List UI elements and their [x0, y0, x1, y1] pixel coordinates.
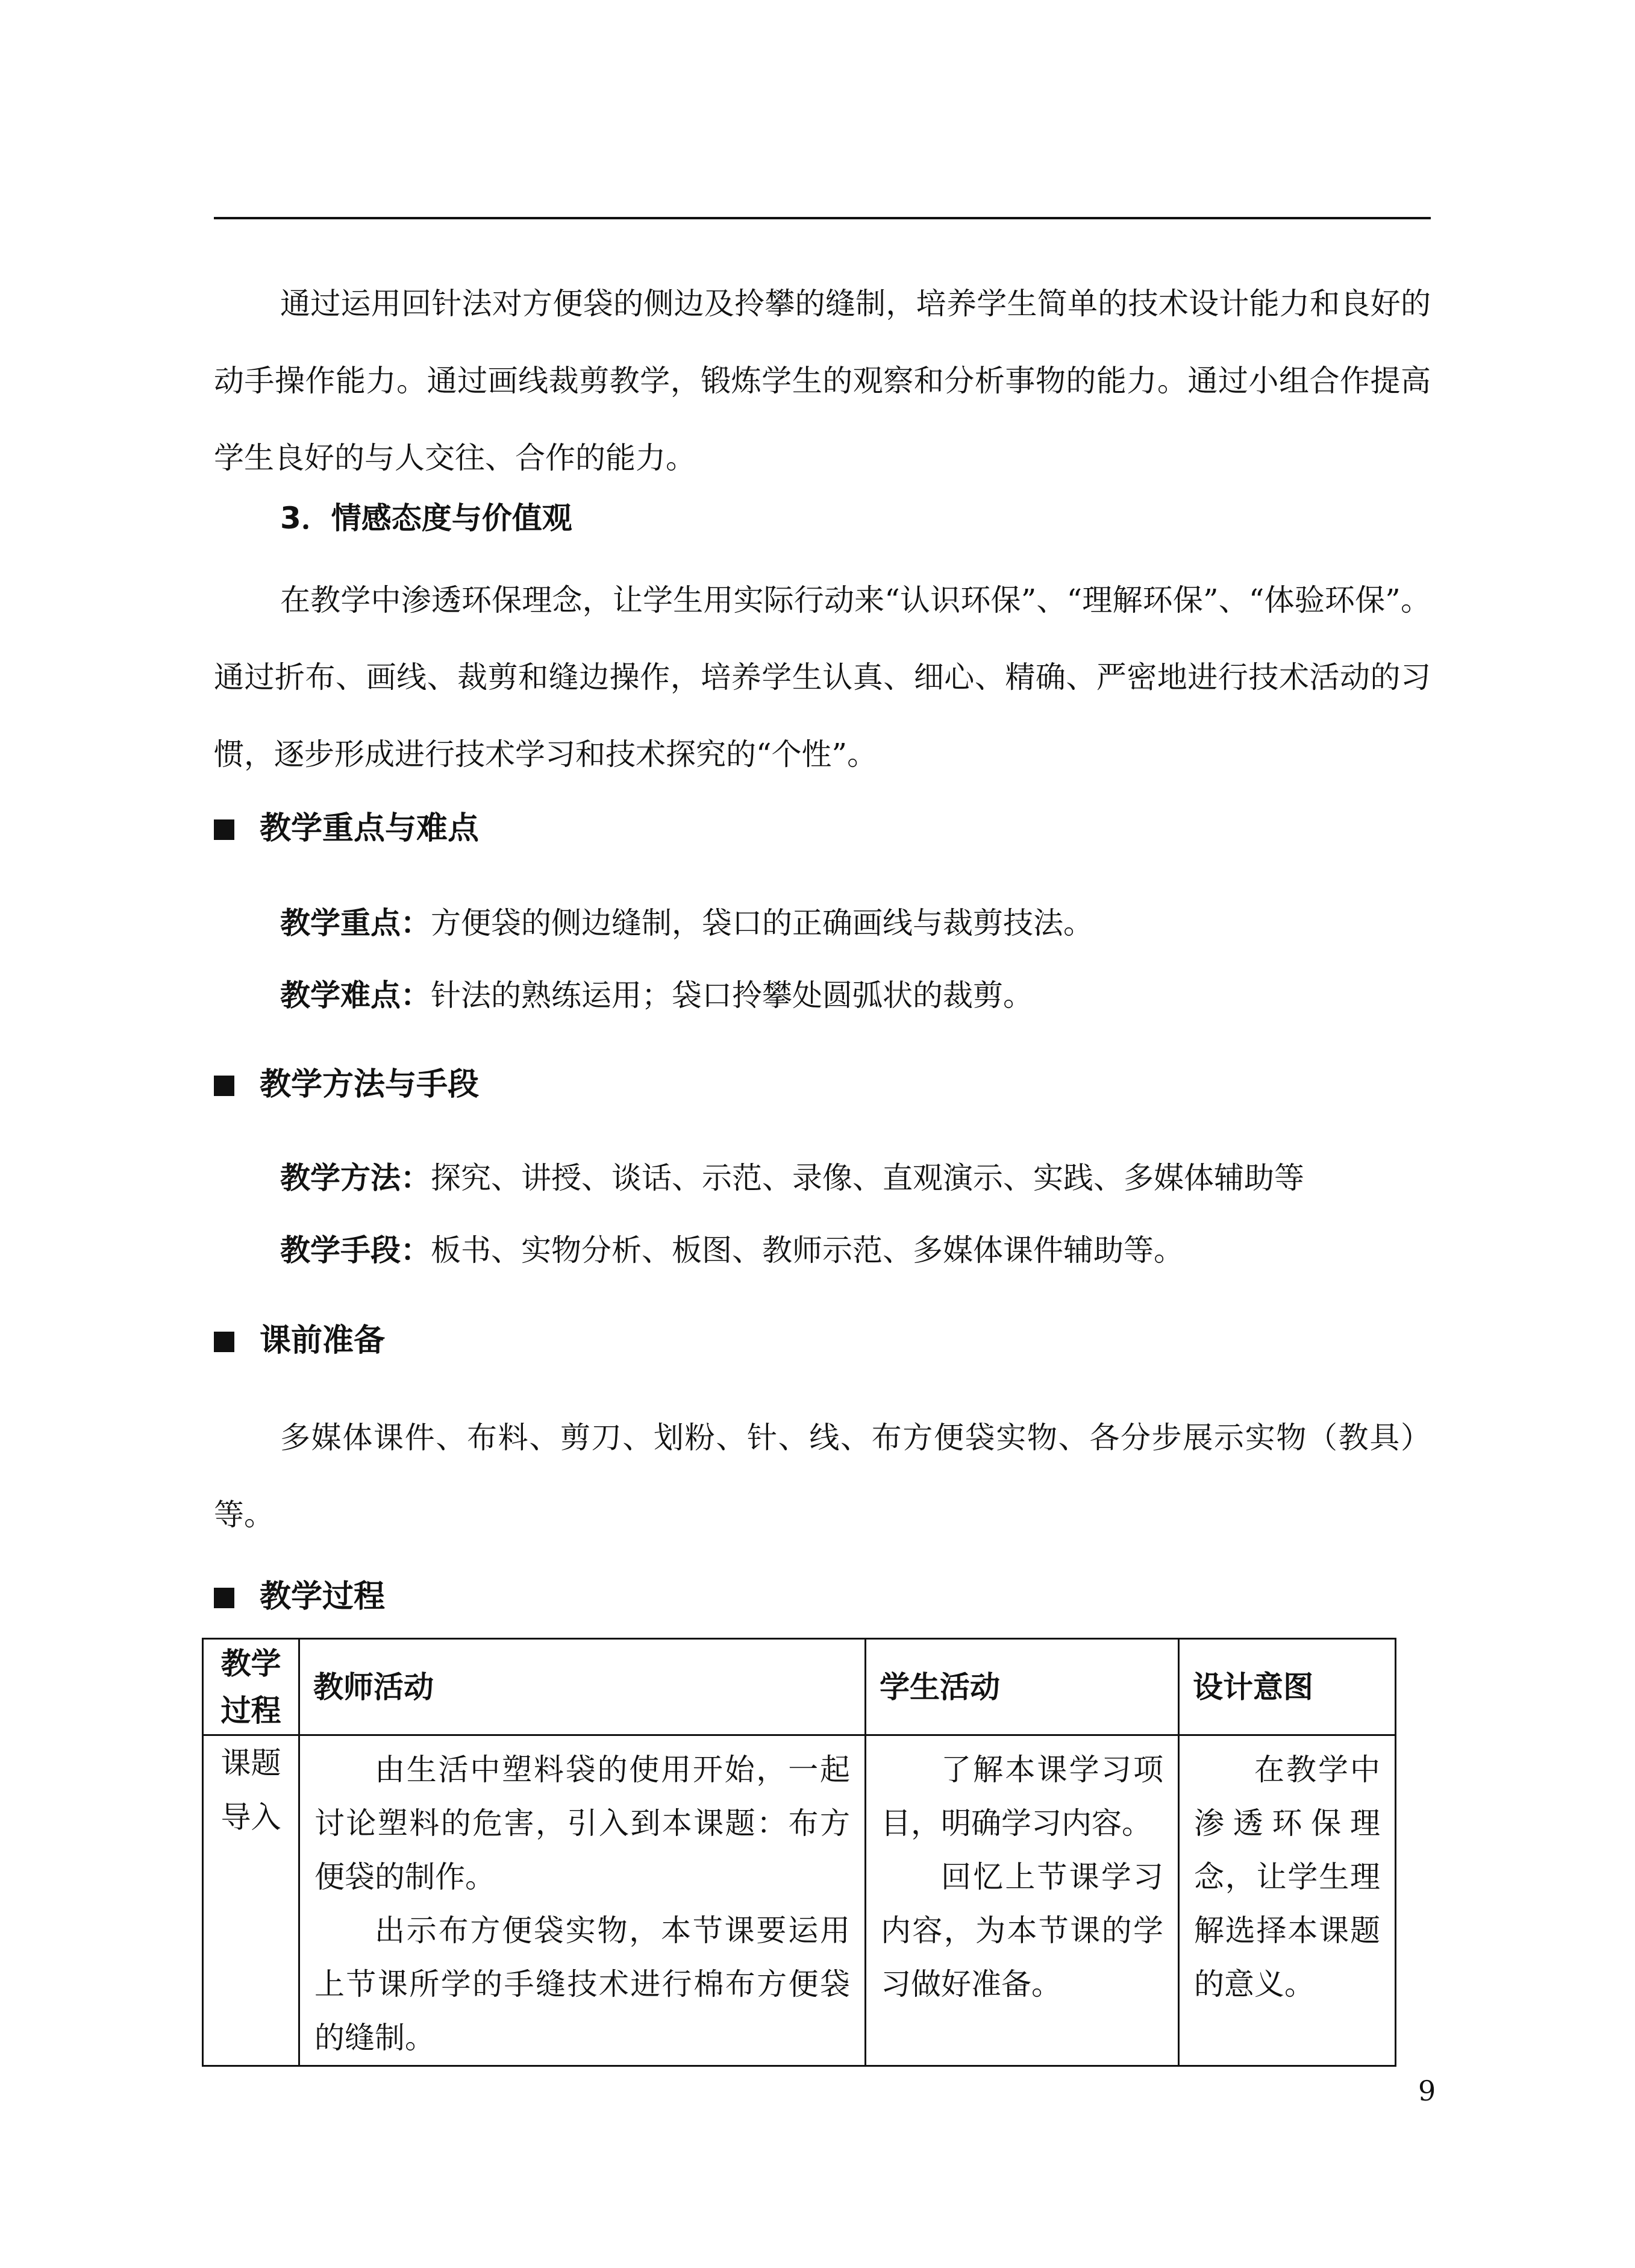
header-student-activity: 学生活动 [866, 1639, 1179, 1735]
paragraph-skills: 通过运用回针法对方便袋的侧边及拎攀的缝制，培养学生简单的技术设计能力和良好的动手操作能力。通过画线裁剪教学，锻炼学生的观察和分析事物的能力。通过小组合作提高学生良好的与人交往、合作的能力。 [214, 286, 1431, 475]
teaching-difficulty [280, 974, 1033, 1017]
difficulty-label: 教学难点： [280, 978, 431, 1013]
section-title: 教学方法与手段 [260, 1067, 480, 1103]
section-key-points [214, 807, 479, 850]
design-intent-text: 在教学中渗透环保理念，让学生理解选择本课题的意义。 [1194, 1752, 1380, 2002]
teacher-activity-text: 出示布方便袋实物，本节课要运用上节课所学的手缝技术进行棉布方便袋的缝制。 [314, 1913, 850, 2055]
focus-text: 方便袋的侧边缝制，袋口的正确画线与裁剪技法。 [431, 906, 1093, 941]
square-bullet-icon [214, 1076, 234, 1096]
stage-cell: 课题 导入 [203, 1735, 299, 2066]
subheading-emotion: 3．情感态度与价值观 [280, 501, 572, 536]
square-bullet-icon [214, 819, 234, 840]
header-teacher-activity: 教师活动 [299, 1639, 866, 1735]
square-bullet-icon [214, 1588, 234, 1608]
header-stage: 教学 过程 [203, 1639, 299, 1735]
means-label: 教学手段： [280, 1233, 431, 1268]
section-methods [214, 1064, 479, 1106]
paragraph-emotion: 在教学中渗透环保理念，让学生用实际行动来“认识环保”、“理解环保”、“体验环保”。通过折布、画线、裁剪和缝边操作，培养学生认真、细心、精确、严密地进行技术活动的习惯，逐步形成进行技术学习和技术探究的“个性”。 [214, 583, 1431, 772]
section-title: 课前准备 [260, 1323, 386, 1359]
means-text: 板书、实物分析、板图、教师示范、多媒体课件辅助等。 [431, 1233, 1184, 1268]
section-title: 教学过程 [260, 1579, 386, 1615]
section-title: 教学重点与难点 [260, 810, 480, 847]
teaching-means [280, 1229, 1184, 1271]
section-process [214, 1576, 385, 1618]
method-text: 探究、讲授、谈话、示范、录像、直观演示、实践、多媒体辅助等 [431, 1161, 1304, 1195]
difficulty-text: 针法的熟练运用；袋口拎攀处圆弧状的裁剪。 [431, 978, 1033, 1013]
section-preparation [214, 1320, 385, 1362]
teaching-process-table [202, 1638, 1396, 2067]
design-intent-cell [1179, 1735, 1396, 2066]
student-activity-cell [866, 1735, 1179, 2066]
student-activity-text: 了解本课学习项目，明确学习内容。 [881, 1752, 1163, 1841]
teaching-method [280, 1157, 1304, 1199]
student-activity-text: 回忆上节课学习内容，为本节课的学习做好准备。 [881, 1859, 1163, 2002]
square-bullet-icon [214, 1332, 234, 1352]
header-design-intent: 设计意图 [1179, 1639, 1396, 1735]
focus-label: 教学重点： [280, 906, 431, 941]
teaching-focus [280, 902, 1093, 944]
header-rule [214, 217, 1431, 219]
method-label: 教学方法： [280, 1161, 431, 1195]
teacher-activity-text: 由生活中塑料袋的使用开始，一起讨论塑料的危害，引入到本课题：布方便袋的制作。 [314, 1752, 850, 1894]
page-number: 9 [1418, 2075, 1436, 2107]
teacher-activity-cell [299, 1735, 866, 2066]
table-header-row [203, 1639, 1396, 1735]
table-row [203, 1735, 1396, 2066]
paragraph-preparation: 多媒体课件、布料、剪刀、划粉、针、线、布方便袋实物、各分步展示实物（教具）等。 [214, 1420, 1431, 1532]
